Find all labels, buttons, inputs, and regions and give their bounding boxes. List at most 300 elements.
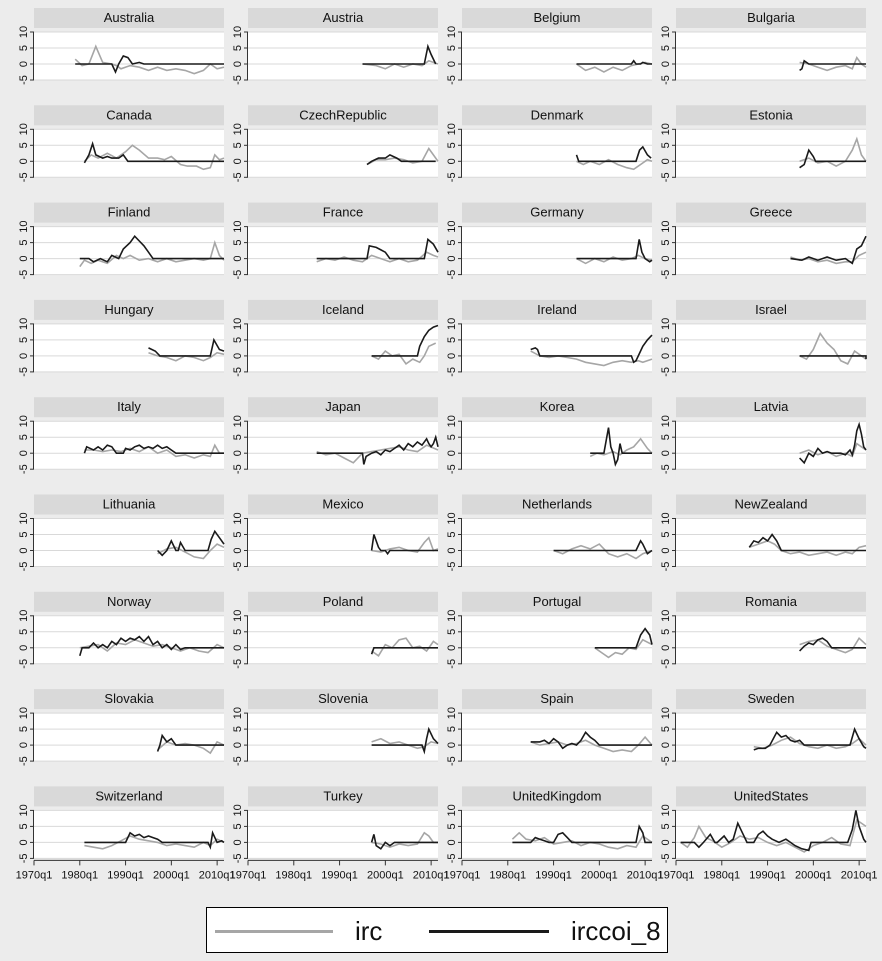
panel-title: Portugal xyxy=(532,593,582,609)
y-tick-label: -5 xyxy=(232,756,244,766)
y-tick-label: 0 xyxy=(18,547,30,554)
y-tick-label: -5 xyxy=(660,561,672,572)
y-tick-label: -5 xyxy=(660,853,672,864)
y-tick-label: 10 xyxy=(660,609,672,622)
y-tick-label: 5 xyxy=(18,823,30,830)
y-tick-label: 5 xyxy=(446,239,458,246)
y-tick-label: 5 xyxy=(660,434,672,441)
y-tick-label: 5 xyxy=(660,823,672,830)
x-tick-label: 1980q1 xyxy=(61,869,99,882)
y-tick-label: 5 xyxy=(446,823,458,830)
y-tick-label: 10 xyxy=(446,220,458,233)
panel-title: France xyxy=(322,204,364,220)
panel-portugal xyxy=(446,592,652,669)
x-tick-label: 2000q1 xyxy=(366,869,404,882)
panel-newzealand xyxy=(660,495,866,572)
y-tick-labels xyxy=(446,123,462,182)
y-tick-label: 0 xyxy=(446,644,458,651)
panel-italy xyxy=(18,397,224,474)
y-tick-label: 0 xyxy=(446,547,458,554)
x-tick-label: 1970q1 xyxy=(657,869,695,882)
plot-background xyxy=(34,129,224,177)
panel-title: Bulgaria xyxy=(747,10,795,25)
y-tick-label: 10 xyxy=(446,706,458,720)
panel-title: Iceland xyxy=(322,301,364,317)
y-tick-label: 10 xyxy=(660,512,672,525)
y-tick-label: 5 xyxy=(232,531,244,538)
panel-austria xyxy=(232,8,438,85)
legend-irccoi-swatch xyxy=(429,930,549,933)
x-tick-label: 1970q1 xyxy=(15,869,53,882)
panel-title: Italy xyxy=(117,399,141,415)
panel-slovenia xyxy=(232,689,438,766)
y-tick-label: 0 xyxy=(660,450,672,457)
y-tick-label: 0 xyxy=(660,255,672,262)
y-tick-labels xyxy=(18,123,34,182)
y-tick-labels xyxy=(232,512,248,571)
y-tick-label: 5 xyxy=(232,239,244,246)
y-tick-labels xyxy=(446,318,462,377)
y-tick-label: 10 xyxy=(18,317,30,331)
panel-title: Switzerland xyxy=(95,788,163,804)
y-tick-labels xyxy=(660,415,676,474)
plot-background xyxy=(248,227,438,275)
y-tick-label: 10 xyxy=(232,804,244,817)
x-tick-label: 2010q1 xyxy=(412,869,450,882)
y-tick-label: 5 xyxy=(18,628,30,635)
y-tick-label: 0 xyxy=(18,352,30,359)
y-tick-label: 5 xyxy=(18,726,30,733)
y-tick-label: 0 xyxy=(660,839,672,846)
y-tick-label: -5 xyxy=(660,464,672,475)
panel-title: Poland xyxy=(322,593,364,609)
y-tick-label: 0 xyxy=(232,644,244,651)
y-tick-label: -5 xyxy=(232,464,244,475)
y-tick-label: -5 xyxy=(232,367,244,377)
panel-turkey xyxy=(230,786,450,881)
y-tick-label: 10 xyxy=(660,415,672,428)
plot-background xyxy=(676,616,866,664)
y-tick-label: 10 xyxy=(446,512,458,525)
y-tick-label: 0 xyxy=(232,352,244,359)
panel-hungary xyxy=(18,300,224,377)
y-tick-label: 5 xyxy=(232,628,244,635)
panel-title: Netherlands xyxy=(521,496,593,512)
y-tick-label: 5 xyxy=(660,44,672,52)
y-tick-labels xyxy=(18,318,34,377)
y-tick-label: 10 xyxy=(660,123,672,136)
y-tick-label: 5 xyxy=(446,336,458,343)
plot-background xyxy=(34,519,224,567)
y-tick-label: 5 xyxy=(660,336,672,343)
y-tick-label: -5 xyxy=(660,172,672,183)
panel-mexico xyxy=(232,495,438,572)
y-tick-label: 10 xyxy=(446,804,458,817)
y-tick-label: 10 xyxy=(232,706,244,720)
plot-background xyxy=(248,129,438,177)
y-tick-label: 0 xyxy=(446,450,458,457)
y-tick-labels xyxy=(232,26,248,85)
y-tick-label: -5 xyxy=(660,269,672,280)
y-tick-labels xyxy=(446,512,462,571)
y-tick-label: 0 xyxy=(446,158,458,165)
panel-slovakia xyxy=(18,689,224,766)
panel-denmark xyxy=(446,105,652,182)
x-tick-label: 1990q1 xyxy=(749,869,786,882)
y-tick-label: 0 xyxy=(446,742,458,749)
y-tick-labels xyxy=(232,318,248,377)
y-tick-label: 10 xyxy=(18,609,30,622)
x-tick-label: 2000q1 xyxy=(152,869,190,882)
panel-israel xyxy=(660,300,866,377)
y-tick-label: 10 xyxy=(660,317,672,331)
panel-greece xyxy=(660,203,866,280)
y-tick-label: 0 xyxy=(232,60,244,68)
y-tick-label: 0 xyxy=(446,255,458,262)
panel-title: Belgium xyxy=(533,10,581,25)
y-tick-label: 10 xyxy=(446,609,458,622)
y-tick-label: 10 xyxy=(18,706,30,720)
y-tick-label: 0 xyxy=(232,450,244,457)
y-tick-label: -5 xyxy=(232,75,244,85)
x-tick-label: 2000q1 xyxy=(794,869,832,882)
y-tick-labels xyxy=(232,123,248,182)
panel-title: Korea xyxy=(539,399,575,415)
legend xyxy=(206,907,668,953)
plot-background xyxy=(248,519,438,567)
x-tick-label: 1990q1 xyxy=(535,869,572,882)
y-tick-labels xyxy=(232,804,248,863)
y-tick-labels xyxy=(446,415,462,474)
y-tick-label: 10 xyxy=(446,415,458,428)
plot-background xyxy=(248,810,438,858)
y-tick-label: 5 xyxy=(18,336,30,343)
panel-title: Latvia xyxy=(753,399,789,415)
y-tick-label: -5 xyxy=(660,756,672,766)
y-tick-labels xyxy=(446,707,462,766)
panel-canada xyxy=(18,105,224,182)
y-tick-label: 0 xyxy=(660,60,672,68)
y-tick-label: 0 xyxy=(232,547,244,554)
panel-title: Turkey xyxy=(323,788,363,804)
plot-background xyxy=(34,713,224,761)
plot-background xyxy=(676,324,866,372)
panel-romania xyxy=(660,592,866,669)
y-tick-label: -5 xyxy=(660,658,672,669)
panel-title: Japan xyxy=(325,399,361,415)
panel-title: NewZealand xyxy=(734,496,808,512)
y-tick-label: 5 xyxy=(232,823,244,830)
y-tick-labels xyxy=(18,610,34,669)
plot-background xyxy=(34,324,224,372)
panel-title: Norway xyxy=(106,593,152,609)
y-tick-label: 5 xyxy=(660,239,672,246)
panel-title: Slovenia xyxy=(318,691,368,707)
panel-title: Sweden xyxy=(747,691,795,707)
y-tick-label: 5 xyxy=(660,531,672,538)
panel-latvia xyxy=(660,397,866,474)
y-tick-label: 10 xyxy=(18,804,30,817)
y-tick-labels xyxy=(18,804,34,863)
y-tick-label: -5 xyxy=(446,172,458,183)
y-tick-label: 0 xyxy=(18,839,30,846)
y-tick-label: 5 xyxy=(660,142,672,149)
y-tick-label: 10 xyxy=(232,512,244,525)
y-tick-label: -5 xyxy=(446,658,458,669)
y-tick-label: -5 xyxy=(18,756,30,766)
y-tick-label: 0 xyxy=(18,255,30,262)
y-tick-label: 10 xyxy=(18,512,30,525)
x-tick-label: 2010q1 xyxy=(198,869,236,882)
panel-spain xyxy=(446,689,652,766)
y-tick-label: 5 xyxy=(446,531,458,538)
panel-title: Slovakia xyxy=(104,691,154,707)
y-tick-label: 5 xyxy=(446,44,458,52)
y-tick-label: -5 xyxy=(18,658,30,669)
y-tick-label: -5 xyxy=(18,172,30,183)
y-tick-label: 5 xyxy=(18,142,30,149)
panel-ireland xyxy=(446,300,652,377)
panel-finland xyxy=(18,203,224,280)
y-tick-label: -5 xyxy=(446,853,458,864)
y-tick-label: 0 xyxy=(232,158,244,165)
panel-netherlands xyxy=(446,495,652,572)
panel-germany xyxy=(446,203,652,280)
plot-background xyxy=(34,227,224,275)
panel-title: Germany xyxy=(530,204,584,220)
y-tick-label: -5 xyxy=(18,853,30,864)
panel-title: Austria xyxy=(322,10,364,25)
y-tick-label: 0 xyxy=(232,839,244,846)
y-tick-label: -5 xyxy=(660,367,672,377)
panel-title: Lithuania xyxy=(102,496,156,512)
plot-background xyxy=(462,616,652,664)
x-tick-label: 2010q1 xyxy=(840,869,878,882)
panel-france xyxy=(232,203,438,280)
y-tick-label: 0 xyxy=(446,839,458,846)
y-tick-labels xyxy=(446,220,462,279)
panel-title: Denmark xyxy=(530,107,584,123)
panel-title: Australia xyxy=(103,10,155,25)
legend-irc-swatch xyxy=(215,930,333,933)
y-tick-labels xyxy=(18,707,34,766)
plot-background xyxy=(676,421,866,469)
plot-background xyxy=(676,129,866,177)
y-tick-label: 0 xyxy=(660,644,672,651)
y-tick-labels xyxy=(232,415,248,474)
y-tick-label: 5 xyxy=(446,628,458,635)
y-tick-label: 5 xyxy=(446,434,458,441)
y-tick-label: 0 xyxy=(446,352,458,359)
panel-title: Finland xyxy=(107,204,151,220)
y-tick-label: 5 xyxy=(18,531,30,538)
y-tick-label: 10 xyxy=(232,609,244,622)
x-tick-label: 1980q1 xyxy=(703,869,741,882)
y-tick-label: 10 xyxy=(660,220,672,233)
x-tick-label: 2000q1 xyxy=(580,869,618,882)
y-tick-labels xyxy=(660,123,676,182)
y-tick-label: 5 xyxy=(232,434,244,441)
y-tick-label: -5 xyxy=(18,464,30,475)
x-tick-label: 1980q1 xyxy=(489,869,527,882)
y-tick-label: 10 xyxy=(232,25,244,39)
y-tick-labels xyxy=(18,26,34,85)
plot-background xyxy=(34,421,224,469)
legend-irccoi-label: irccoi_8 xyxy=(571,916,661,946)
plot-background xyxy=(462,810,652,858)
y-tick-labels xyxy=(446,804,462,863)
y-tick-label: -5 xyxy=(232,658,244,669)
panel-switzerland xyxy=(16,786,236,881)
y-tick-label: 5 xyxy=(18,239,30,246)
y-tick-label: 10 xyxy=(232,220,244,233)
y-tick-label: 10 xyxy=(18,25,30,39)
y-tick-label: 10 xyxy=(660,25,672,39)
y-tick-label: 10 xyxy=(18,415,30,428)
y-tick-label: 5 xyxy=(446,726,458,733)
y-tick-label: -5 xyxy=(18,367,30,377)
y-tick-label: 10 xyxy=(446,317,458,331)
x-tick-label: 1980q1 xyxy=(275,869,313,882)
y-tick-label: 10 xyxy=(18,123,30,136)
y-tick-label: 10 xyxy=(446,123,458,136)
y-tick-label: 10 xyxy=(446,25,458,39)
x-tick-label: 1990q1 xyxy=(321,869,358,882)
panel-title: Romania xyxy=(744,593,798,609)
y-tick-label: -5 xyxy=(660,75,672,85)
plot-background xyxy=(462,324,652,372)
panel-title: Canada xyxy=(106,107,152,123)
y-tick-labels xyxy=(18,415,34,474)
y-tick-label: -5 xyxy=(18,269,30,280)
plot-background xyxy=(462,713,652,761)
panel-title: Greece xyxy=(749,204,793,220)
y-tick-label: -5 xyxy=(446,269,458,280)
y-tick-label: -5 xyxy=(446,367,458,377)
x-tick-label: 1970q1 xyxy=(443,869,481,882)
plot-background xyxy=(462,32,652,80)
y-tick-label: -5 xyxy=(232,269,244,280)
plot-background xyxy=(462,129,652,177)
y-tick-label: -5 xyxy=(18,561,30,572)
plot-background xyxy=(676,227,866,275)
y-tick-label: 0 xyxy=(660,352,672,359)
y-tick-label: 0 xyxy=(18,742,30,749)
y-tick-labels xyxy=(660,707,676,766)
y-tick-label: -5 xyxy=(446,75,458,85)
y-tick-label: 0 xyxy=(18,644,30,651)
y-tick-label: 10 xyxy=(660,706,672,720)
y-tick-labels xyxy=(660,220,676,279)
panel-iceland xyxy=(232,300,438,377)
y-tick-label: 5 xyxy=(660,628,672,635)
y-tick-labels xyxy=(18,220,34,279)
panel-title: Israel xyxy=(755,301,787,317)
panel-poland xyxy=(232,592,438,669)
plot-background xyxy=(462,519,652,567)
y-tick-label: 10 xyxy=(232,415,244,428)
y-tick-label: 10 xyxy=(18,220,30,233)
panel-title: Estonia xyxy=(749,107,793,123)
y-tick-labels xyxy=(660,26,676,85)
panel-title: UnitedStates xyxy=(733,788,809,804)
x-tick-label: 1990q1 xyxy=(107,869,144,882)
y-tick-label: -5 xyxy=(232,853,244,864)
y-tick-label: 0 xyxy=(660,547,672,554)
y-tick-label: 10 xyxy=(232,123,244,136)
plot-background xyxy=(462,421,652,469)
panel-title: Ireland xyxy=(537,301,577,317)
y-tick-labels xyxy=(660,318,676,377)
y-tick-label: 5 xyxy=(232,142,244,149)
y-tick-label: -5 xyxy=(232,172,244,183)
y-tick-label: 10 xyxy=(232,317,244,331)
x-tick-label: 1970q1 xyxy=(229,869,267,882)
y-tick-label: 0 xyxy=(18,158,30,165)
panel-australia xyxy=(18,8,224,85)
y-tick-label: -5 xyxy=(446,756,458,766)
y-tick-label: 10 xyxy=(660,804,672,817)
y-tick-label: 0 xyxy=(446,60,458,68)
y-tick-label: 0 xyxy=(232,742,244,749)
panel-czechrepublic xyxy=(232,105,438,182)
y-tick-label: -5 xyxy=(446,561,458,572)
panel-lithuania xyxy=(18,495,224,572)
y-tick-labels xyxy=(18,512,34,571)
panel-bulgaria xyxy=(660,8,866,85)
y-tick-labels xyxy=(446,26,462,85)
plot-background xyxy=(676,32,866,80)
y-tick-labels xyxy=(232,220,248,279)
panel-title: Mexico xyxy=(322,496,364,512)
y-tick-label: 0 xyxy=(18,60,30,68)
y-tick-label: 5 xyxy=(446,142,458,149)
y-tick-label: 0 xyxy=(660,158,672,165)
panel-estonia xyxy=(660,105,866,182)
panel-belgium xyxy=(446,8,652,85)
plot-background xyxy=(248,713,438,761)
panel-korea xyxy=(446,397,652,474)
y-tick-labels xyxy=(446,610,462,669)
y-tick-label: -5 xyxy=(18,75,30,85)
panel-title: Hungary xyxy=(104,301,154,317)
y-tick-labels xyxy=(660,610,676,669)
panel-sweden xyxy=(660,689,866,766)
y-tick-label: 0 xyxy=(660,742,672,749)
plot-background xyxy=(462,227,652,275)
y-tick-labels xyxy=(232,610,248,669)
y-tick-label: 5 xyxy=(232,44,244,52)
panel-unitedstates xyxy=(658,786,878,881)
plot-background xyxy=(248,616,438,664)
plot-background xyxy=(676,713,866,761)
y-tick-label: 5 xyxy=(18,44,30,52)
panel-japan xyxy=(232,397,438,474)
y-tick-label: 0 xyxy=(232,255,244,262)
y-tick-label: 5 xyxy=(232,336,244,343)
legend-irc-label: irc xyxy=(355,916,383,946)
panel-title: UnitedKingdom xyxy=(512,788,602,804)
y-tick-labels xyxy=(232,707,248,766)
panel-unitedkingdom xyxy=(444,786,664,881)
y-tick-label: -5 xyxy=(446,464,458,475)
y-tick-labels xyxy=(660,512,676,571)
y-tick-label: 5 xyxy=(232,726,244,733)
y-tick-label: 0 xyxy=(18,450,30,457)
y-tick-label: 5 xyxy=(18,434,30,441)
y-tick-label: -5 xyxy=(232,561,244,572)
y-tick-labels xyxy=(660,804,676,863)
